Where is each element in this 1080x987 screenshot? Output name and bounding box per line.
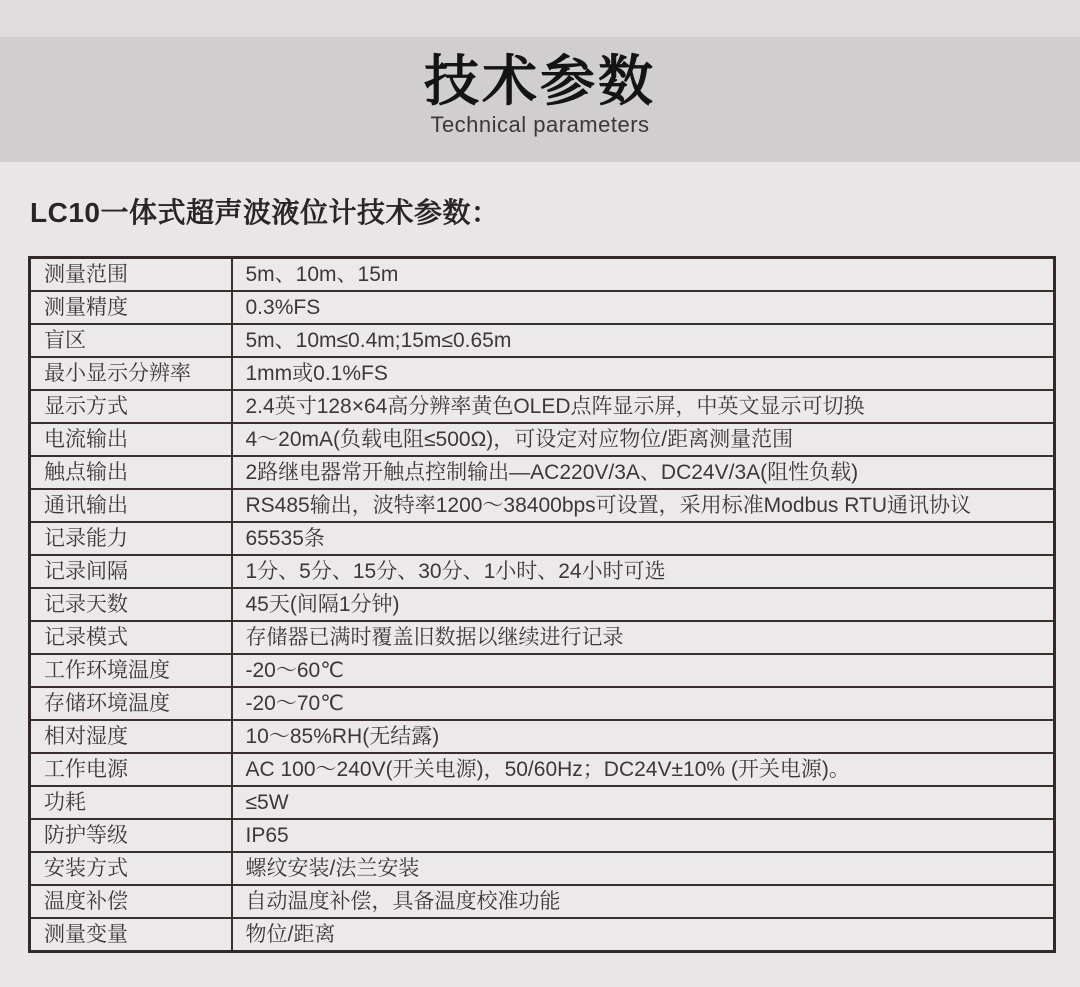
param-label-cell: 测量变量 [30, 918, 232, 952]
param-label-cell: 电流输出 [30, 423, 232, 456]
param-value-cell: 物位/距离 [232, 918, 1055, 952]
param-label-cell: 安装方式 [30, 852, 232, 885]
param-value-cell: 5m、10m、15m [232, 258, 1055, 292]
param-value-cell: IP65 [232, 819, 1055, 852]
table-row [30, 852, 1055, 885]
param-value-cell: 4～20mA(负载电阻≤500Ω)，可设定对应物位/距离测量范围 [232, 423, 1055, 456]
param-label-cell: 测量精度 [30, 291, 232, 324]
param-label-cell: 存储环境温度 [30, 687, 232, 720]
table-row [30, 456, 1055, 489]
page-header [0, 37, 1080, 162]
param-value-cell: 5m、10m≤0.4m;15m≤0.65m [232, 324, 1055, 357]
param-label-cell: 通讯输出 [30, 489, 232, 522]
param-label-cell: 显示方式 [30, 390, 232, 423]
table-row [30, 720, 1055, 753]
spec-table [28, 256, 1056, 953]
section-heading: LC10一体式超声波液位计技术参数： [30, 197, 500, 228]
table-row [30, 423, 1055, 456]
param-label-cell: 记录能力 [30, 522, 232, 555]
page-title: 技术参数 [423, 50, 656, 112]
param-label-cell: 记录模式 [30, 621, 232, 654]
table-row [30, 687, 1055, 720]
table-row [30, 489, 1055, 522]
param-value-cell: 10～85%RH(无结露) [232, 720, 1055, 753]
param-label-cell: 记录间隔 [30, 555, 232, 588]
table-row [30, 291, 1055, 324]
param-value-cell: 65535条 [232, 522, 1055, 555]
param-value-cell: 0.3%FS [232, 291, 1055, 324]
table-row [30, 522, 1055, 555]
param-value-cell: 2路继电器常开触点控制输出—AC220V/3A、DC24V/3A(阻性负载) [232, 456, 1055, 489]
param-label-cell: 触点输出 [30, 456, 232, 489]
param-value-cell: AC 100～240V(开关电源)，50/60Hz；DC24V±10% (开关电源)。 [232, 753, 1055, 786]
param-value-cell: -20～60℃ [232, 654, 1055, 687]
param-label-cell: 测量范围 [30, 258, 232, 292]
table-row [30, 390, 1055, 423]
param-label-cell: 温度补偿 [30, 885, 232, 918]
table-row [30, 258, 1055, 292]
table-row [30, 555, 1055, 588]
param-label-cell: 相对湿度 [30, 720, 232, 753]
table-row [30, 324, 1055, 357]
param-value-cell: 2.4英寸128×64高分辨率黄色OLED点阵显示屏，中英文显示可切换 [232, 390, 1055, 423]
table-row [30, 786, 1055, 819]
table-row [30, 918, 1055, 952]
param-value-cell: 45天(间隔1分钟) [232, 588, 1055, 621]
param-label-cell: 最小显示分辨率 [30, 357, 232, 390]
param-label-cell: 记录天数 [30, 588, 232, 621]
param-label-cell: 工作电源 [30, 753, 232, 786]
page-subtitle: Technical parameters [430, 112, 650, 137]
param-value-cell: 螺纹安装/法兰安装 [232, 852, 1055, 885]
param-value-cell: 1分、5分、15分、30分、1小时、24小时可选 [232, 555, 1055, 588]
table-row [30, 654, 1055, 687]
param-value-cell: 自动温度补偿，具备温度校准功能 [232, 885, 1055, 918]
table-row [30, 588, 1055, 621]
table-row [30, 885, 1055, 918]
param-value-cell: -20～70℃ [232, 687, 1055, 720]
param-value-cell: 1mm或0.1%FS [232, 357, 1055, 390]
table-row [30, 753, 1055, 786]
param-label-cell: 防护等级 [30, 819, 232, 852]
param-value-cell: RS485输出，波特率1200～38400bps可设置，采用标准Modbus RTU通讯协议 [232, 489, 1055, 522]
table-row [30, 621, 1055, 654]
param-value-cell: ≤5W [232, 786, 1055, 819]
param-label-cell: 功耗 [30, 786, 232, 819]
param-label-cell: 盲区 [30, 324, 232, 357]
top-strip [0, 0, 1080, 37]
table-row [30, 819, 1055, 852]
param-value-cell: 存储器已满时覆盖旧数据以继续进行记录 [232, 621, 1055, 654]
table-row [30, 357, 1055, 390]
param-label-cell: 工作环境温度 [30, 654, 232, 687]
